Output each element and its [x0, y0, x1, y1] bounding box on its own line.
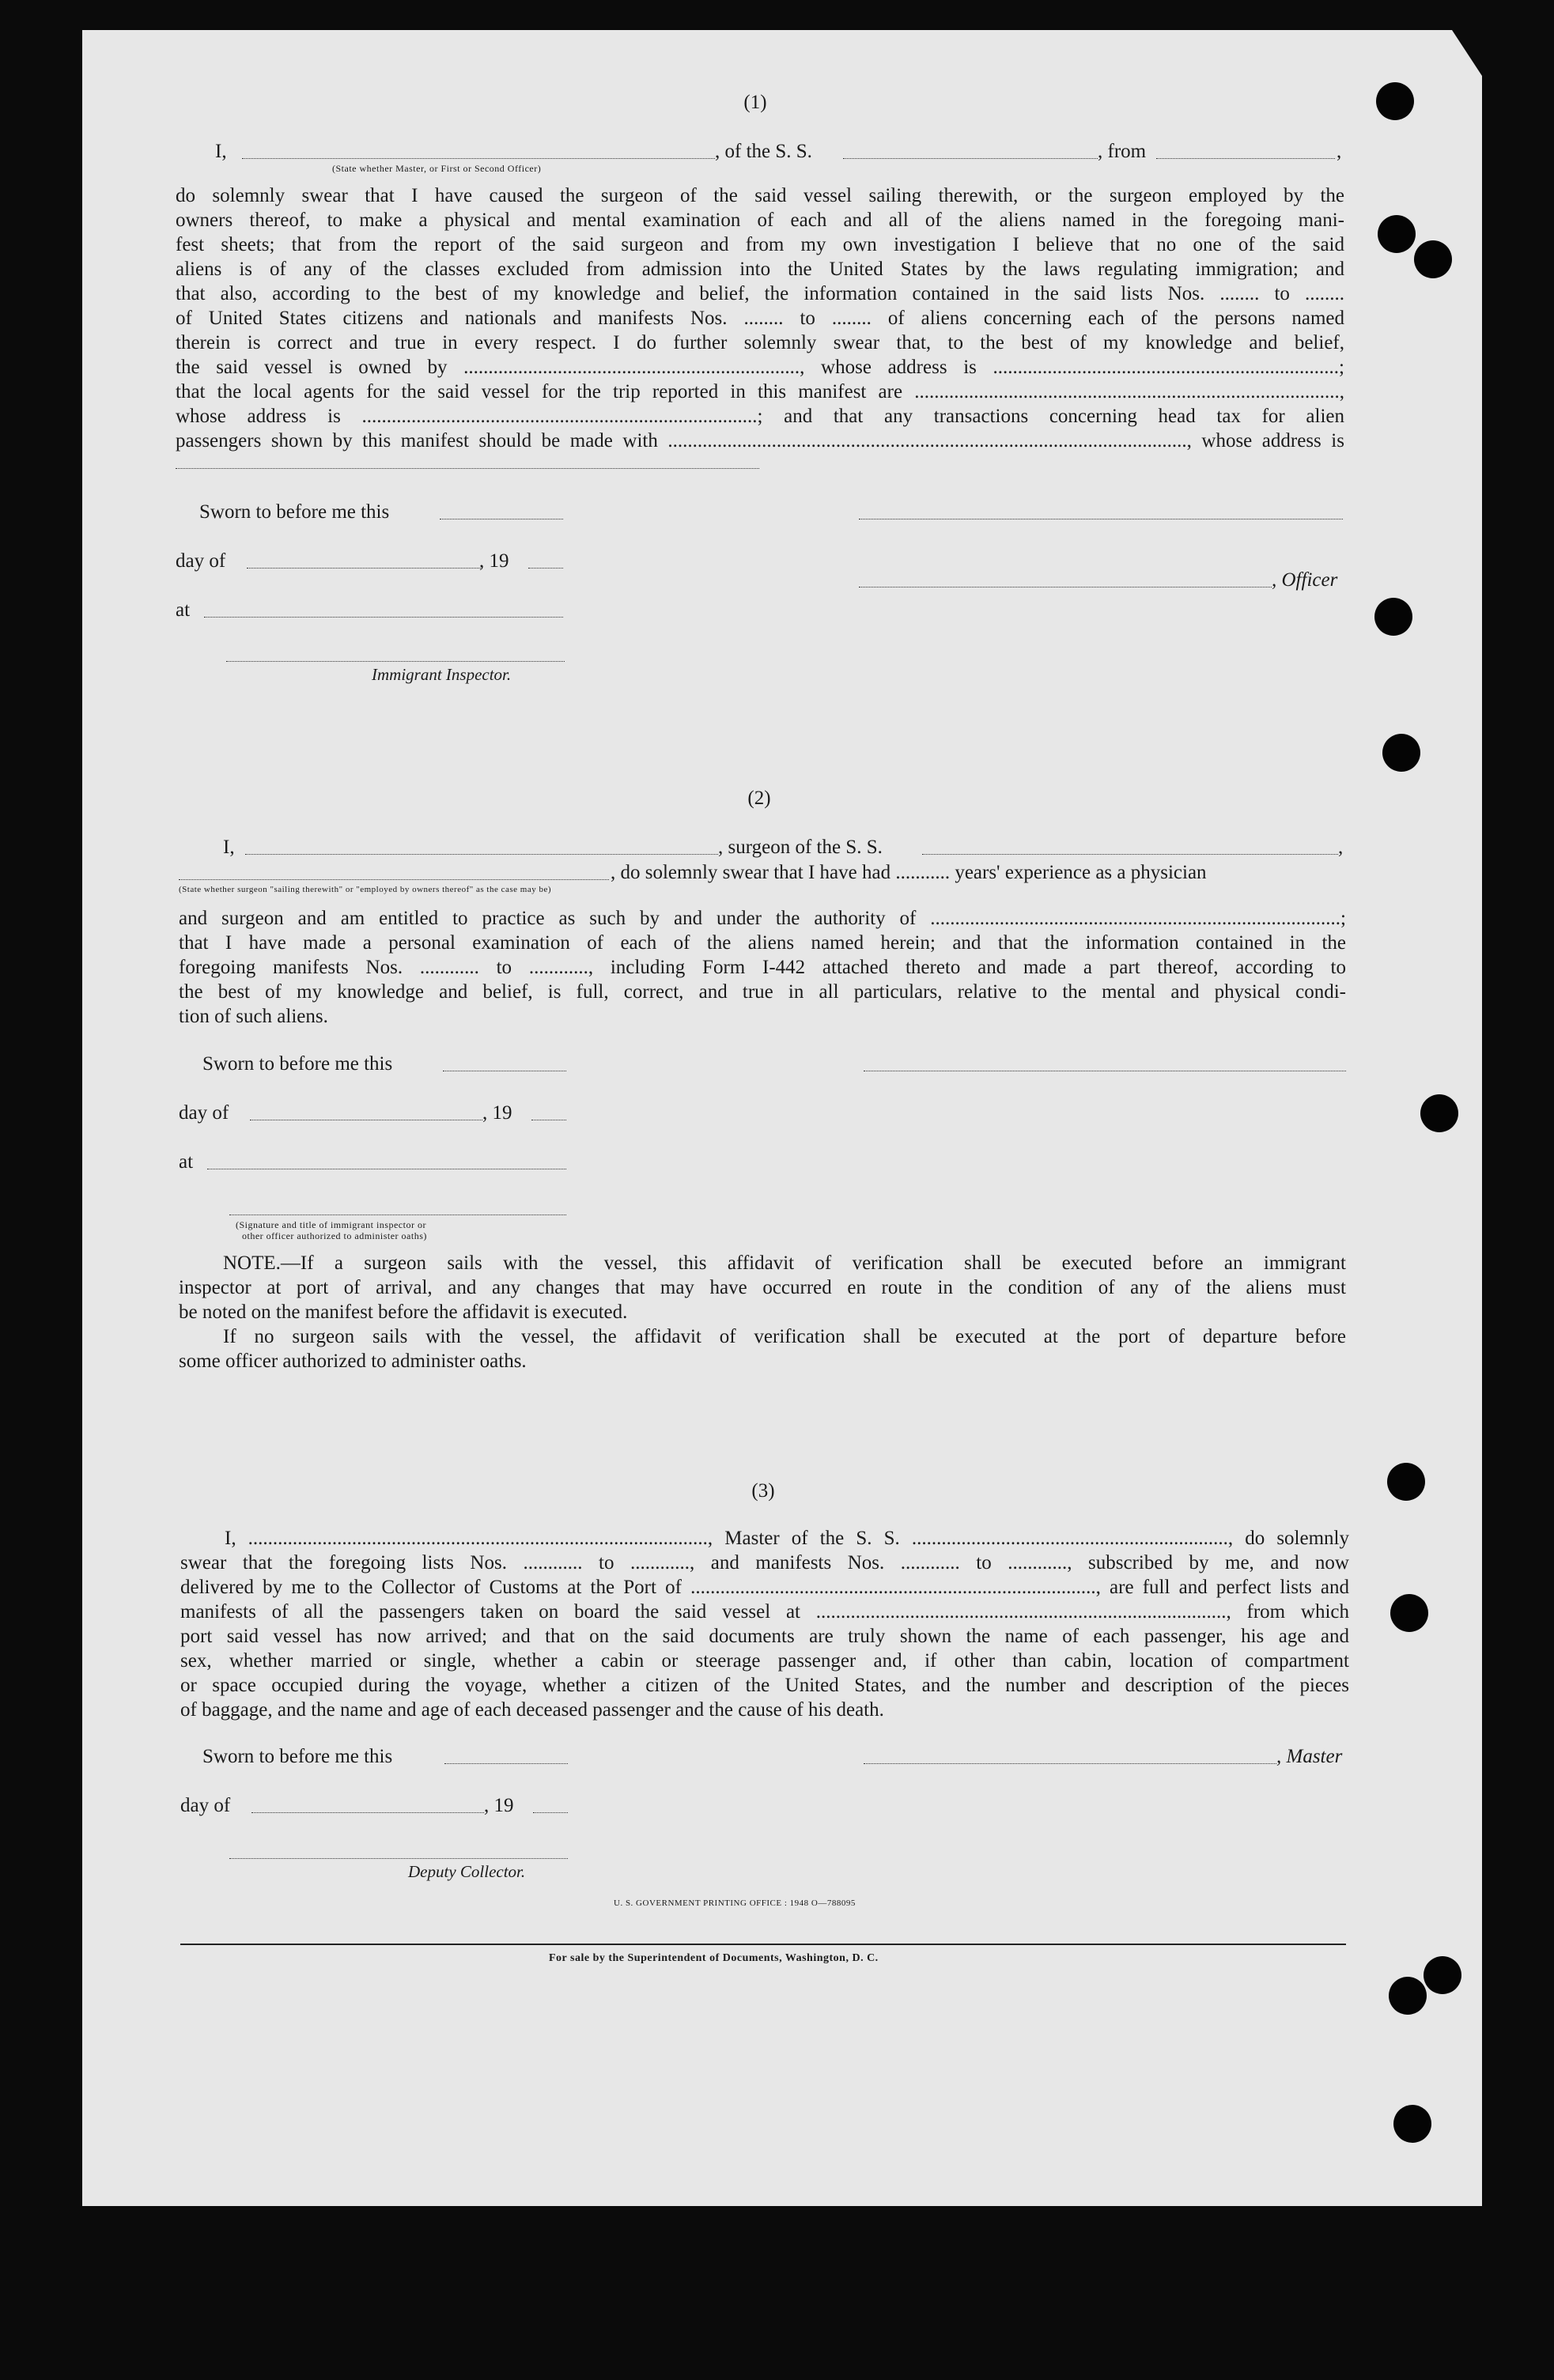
s1-year-label: , 19 — [479, 550, 509, 572]
s2-body-line: that I have made a personal examination of each of the aliens named herein; and that the information contained in the — [179, 932, 1346, 954]
s1-body-line: the said vessel is owned by ...................................................................., whose address is ......................................................................; — [176, 357, 1344, 378]
s1-from-field[interactable] — [1156, 158, 1335, 159]
s1-inspector-signature-field[interactable] — [226, 661, 565, 662]
s3-sworn-label: Sworn to before me this — [202, 1746, 393, 1767]
s2-note-line: If no surgeon sails with the vessel, the affidavit of verification shall be executed at the port of departure before — [223, 1326, 1346, 1347]
s3-body-line: I, ............................................................................................., Master of the S. S. ................................................................, do solemnly — [225, 1528, 1349, 1549]
s3-year-label: , 19 — [484, 1795, 514, 1816]
s3-body-line: or space occupied during the voyage, whether a citizen of the United States, and the number and description of the pieces — [180, 1675, 1349, 1696]
punch-hole — [1424, 1956, 1461, 1994]
s2-comma: , — [1338, 837, 1344, 858]
s1-inspector-label: Immigrant Inspector. — [372, 665, 512, 684]
s1-comma: , — [1337, 141, 1342, 162]
s1-at-label: at — [176, 599, 191, 621]
punch-hole — [1387, 1463, 1425, 1501]
punch-hole — [1376, 82, 1414, 120]
s3-body-line: port said vessel has now arrived; and that on the said documents are truly shown the name of each passenger, his age and — [180, 1626, 1349, 1647]
s1-body-line: of United States citizens and nationals and manifests Nos. ........ to ........ of aliens concerning each of the persons named — [176, 308, 1344, 329]
s1-officer-name-field[interactable] — [242, 158, 715, 159]
s3-body-line: swear that the foregoing lists Nos. ............ to ............, and manifests Nos. ............ to ............, subscribed by me, and now — [180, 1552, 1349, 1573]
s2-ss-label: , surgeon of the S. S. — [718, 837, 883, 858]
s1-year-field[interactable] — [528, 568, 563, 569]
s3-body-line: delivered by me to the Collector of Customs at the Port of .................................................................................., are full and perfect lists and — [180, 1577, 1349, 1598]
s1-officer-note: (State whether Master, or First or Second Officer) — [332, 163, 542, 174]
s2-note-line: NOTE.—If a surgeon sails with the vessel, this affidavit of verification shall be executed before an immigrant — [223, 1252, 1346, 1274]
s1-at-field[interactable] — [204, 617, 563, 618]
s3-day-field[interactable] — [251, 1812, 484, 1813]
s2-experience-line: , do solemnly swear that I have had ........... years' experience as a physician — [611, 862, 1207, 883]
punch-hole — [1382, 734, 1420, 772]
s1-body-line: that also, according to the best of my knowledge and belief, the information contained in the said lists Nos. ........ to ........ — [176, 283, 1344, 304]
s3-master-label: , Master — [1276, 1746, 1343, 1767]
s3-sworn-date-field[interactable] — [444, 1763, 568, 1764]
section-2-body — [179, 906, 1346, 1029]
s2-body-line: and surgeon and am entitled to practice as such by and under the authority of ...................................................................................; — [179, 908, 1346, 929]
s1-officer-label: , Officer — [1272, 569, 1338, 591]
s1-body-line: that the local agents for the said vessel for the trip reported in this manifest are ......................................................................................, — [176, 381, 1344, 402]
s1-body-line: fest sheets; that from the report of the said surgeon and from my own investigation I believe that no one of the said — [176, 234, 1344, 255]
s1-address-field[interactable] — [176, 468, 759, 469]
s2-at-label: at — [179, 1151, 194, 1173]
s2-vessel-field[interactable] — [922, 854, 1338, 855]
s2-sworn-label: Sworn to before me this — [202, 1053, 393, 1075]
s1-vessel-field[interactable] — [843, 158, 1098, 159]
for-sale-line: For sale by the Superintendent of Documents, Washington, D. C. — [549, 1952, 879, 1964]
punch-hole — [1390, 1594, 1428, 1632]
punch-hole — [1374, 598, 1412, 636]
punch-hole — [1378, 215, 1416, 253]
s3-body-line: of baggage, and the name and age of each deceased passenger and the cause of his death. — [180, 1699, 884, 1721]
section-3-body — [180, 1526, 1349, 1722]
s3-deputy-label: Deputy Collector. — [408, 1862, 526, 1881]
s1-body-line: passengers shown by this manifest should be made with ........................................................................................................., whose address is — [176, 430, 1344, 451]
punch-hole — [1420, 1094, 1458, 1132]
section-1-number: (1) — [743, 92, 767, 113]
s3-body-line: manifests of all the passengers taken on board the said vessel at ..................................................................................., from which — [180, 1601, 1349, 1623]
s1-i-label: I, — [215, 141, 227, 162]
s1-body-line: do solemnly swear that I have caused the surgeon of the said vessel sailing therewith, or the surgeon employed by the — [176, 185, 1344, 206]
s2-year-label: , 19 — [482, 1102, 512, 1124]
s3-day-label: day of — [180, 1795, 231, 1816]
punch-hole — [1393, 2105, 1431, 2143]
section-3-number: (3) — [751, 1480, 775, 1502]
s2-note-line: some officer authorized to administer oaths. — [179, 1351, 527, 1372]
s3-body-line: sex, whether married or single, whether a cabin or steerage passenger and, if other than cabin, location of compartment — [180, 1650, 1349, 1672]
s1-body-line: whose address is ................................................................................; and that any transactions concerning head tax for alien — [176, 406, 1344, 427]
footer-rule — [180, 1944, 1346, 1945]
s2-day-label: day of — [179, 1102, 229, 1124]
s1-body-line: aliens is of any of the classes excluded from admission into the United States by the laws regulating immigration; and — [176, 259, 1344, 280]
s1-from-label: , from — [1098, 141, 1147, 162]
s2-body-line: the best of my knowledge and belief, is full, correct, and true in all particulars, relative to the mental and physical condi- — [179, 981, 1346, 1003]
s3-year-field[interactable] — [533, 1812, 568, 1813]
s3-master-signature-field[interactable] — [864, 1763, 1276, 1764]
s1-day-label: day of — [176, 550, 226, 572]
s2-surgeon-note: (State whether surgeon "sailing therewith" or "employed by owners thereof" as the case may be) — [179, 885, 552, 894]
punch-hole — [1414, 240, 1452, 278]
s1-ss-label: , of the S. S. — [715, 141, 812, 162]
s2-body-line: foregoing manifests Nos. ............ to ............, including Form I-442 attached thereto and made a part thereof, according to — [179, 957, 1346, 978]
s2-signature-note-1: (Signature and title of immigrant inspector or — [236, 1219, 426, 1230]
s2-signature-note-2: other officer authorized to administer oaths) — [242, 1230, 427, 1241]
s1-body-line: owners thereof, to make a physical and mental examination of each and all of the aliens named in the foregoing mani- — [176, 210, 1344, 231]
section-2-note — [179, 1251, 1346, 1373]
section-1-body — [176, 183, 1344, 453]
s1-body-line: therein is correct and true in every respect. I do further solemnly swear that, to the best of my knowledge and belief, — [176, 332, 1344, 353]
printing-office-line: U. S. GOVERNMENT PRINTING OFFICE : 1948 O—788095 — [614, 1898, 856, 1908]
s2-note-line: inspector at port of arrival, and any changes that may have occurred en route in the condition of any of the aliens must — [179, 1277, 1346, 1298]
s2-note-line: be noted on the manifest before the affidavit is executed. — [179, 1301, 628, 1323]
s2-body-line: tion of such aliens. — [179, 1006, 328, 1027]
s2-surgeon-type-field[interactable] — [179, 879, 609, 880]
section-2-number: (2) — [747, 788, 771, 809]
s3-deputy-signature-field[interactable] — [229, 1858, 568, 1859]
s2-surgeon-name-field[interactable] — [245, 854, 718, 855]
s1-sworn-label: Sworn to before me this — [199, 501, 390, 523]
s1-day-field[interactable] — [247, 568, 481, 569]
s2-i-label: I, — [223, 837, 235, 858]
punch-hole — [1389, 1977, 1427, 2015]
